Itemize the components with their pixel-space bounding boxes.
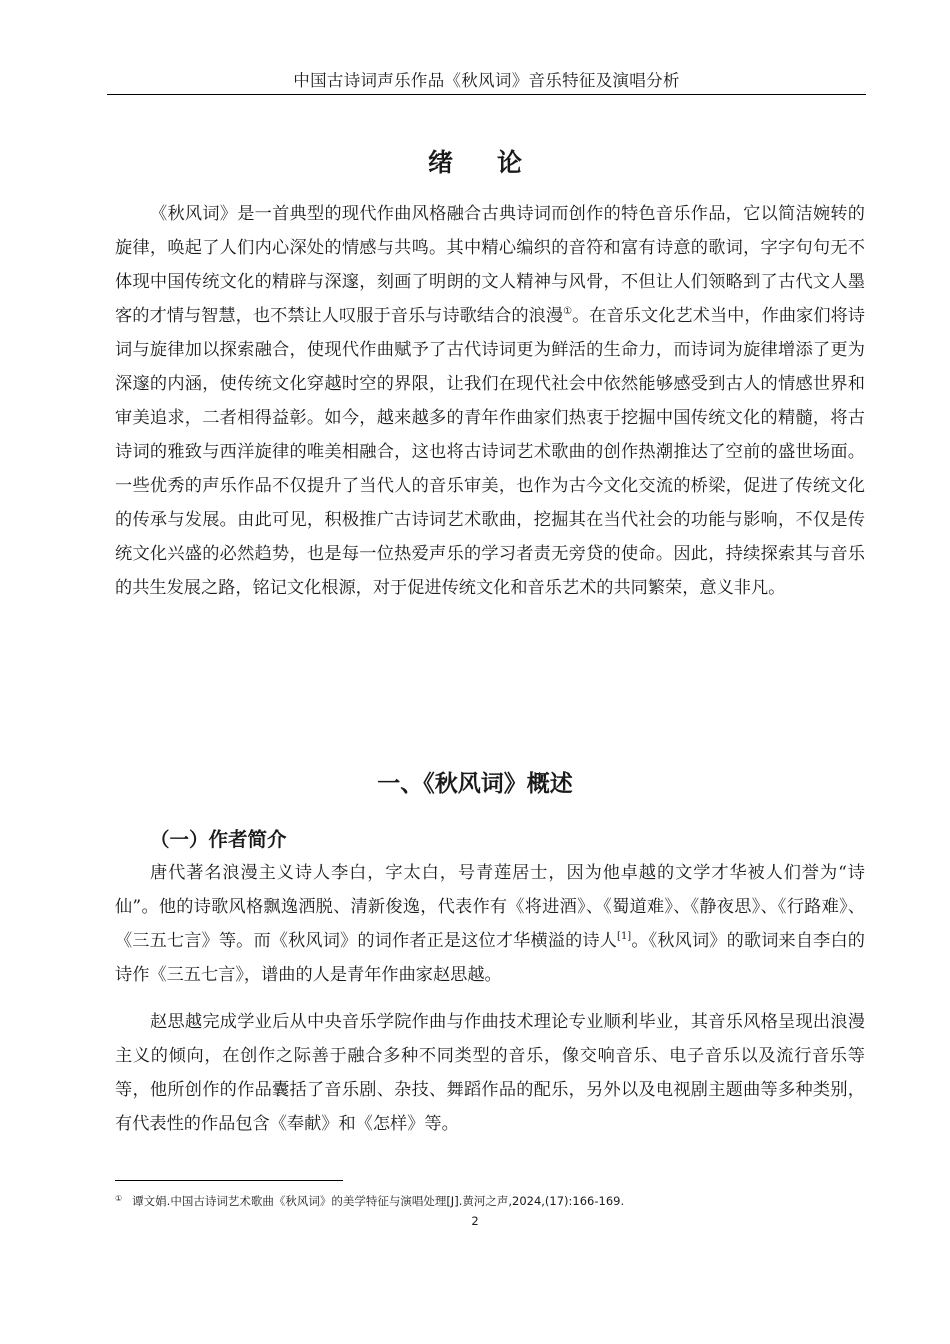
footnote-text: 谭文娟.中国古诗词艺术歌曲《秋风词》的美学特征与演唱处理[J].黄河之声,2024,(17):166-169. [132,1194,625,1208]
author-paragraph [115,856,865,992]
footnote-reference[interactable]: ① [563,306,573,317]
footnote-divider [115,1180,343,1181]
intro-heading: 绪论 [427,148,566,177]
composer-paragraph [115,1005,865,1141]
footnote-mark: ① [115,1194,123,1203]
footnote [115,1190,865,1210]
intro-paragraph [115,197,865,717]
citation-reference[interactable]: [1] [617,931,632,942]
intro-text-part2: 。在音乐文化艺术当中，作曲家们将诗词与旋律加以探索融合，使现代作曲赋予了古代诗词更为鲜活的生命力，而诗词为旋律增添了更为深邃的内涵，使传统文化穿越时空的界限，让我们在现代社会中依然能够感受到古人的情感世界和审美追求，二者相得益彰。如今，越来越多的青年作曲家们热衷于挖掘中国传统文化的精髓，将古诗词的雅致与西洋旋律的唯美相融合，这也将古诗词艺术歌曲的创作热潮推达了空前的盛世场面。一些优秀的声乐作品不仅提升了当代人的音乐审美，也作为古今文化交流的桥梁，促进了传统文化的传承与发展。由此可见，积极推广古诗词艺术歌曲，挖掘其在当代社会的功能与影响，不仅是传统文化兴盛的必然趋势，也是每一位热爱声乐的学习者责无旁贷的使命。因此，持续探索其与音乐的共生发展之路，铭记文化根源，对于促进传统文化和音乐艺术的共同繁荣，意义非凡。 [115,306,865,598]
intro-text-part1: 《秋风词》是一首典型的现代作曲风格融合古典诗词而创作的特色音乐作品，它以简洁婉转的旋律，唤起了人们内心深处的情感与共鸣。其中精心编织的音符和富有诗意的歌词，字字句句无不体现中国传统文化的精辟与深邃，刻画了明朗的文人精神与风骨，不但让人们领略到了古代文人墨客的才情与智慧，也不禁让人叹服于音乐与诗歌结合的浪漫 [115,204,865,326]
author-text-part2: 。《秋风词》的歌词来自李白的诗作《三五七言》，谱曲的人是青年作曲家赵思越。 [115,931,865,985]
page-number: 2 [471,1214,479,1228]
running-title: 中国古诗词声乐作品《秋风词》音乐特征及演唱分析 [293,71,680,90]
author-text-part1: 唐代著名浪漫主义诗人李白，字太白，号青莲居士，因为他卓越的文学才华被人们誉为“诗仙”。他的诗歌风格飘逸洒脱、清新俊逸，代表作有《将进酒》、《蜀道难》、《静夜思》、《行路难》、《三五七言》等。而《秋风词》的词作者正是这位才华横溢的诗人 [115,863,865,951]
running-header [107,70,866,95]
chapter-heading: 一、《秋风词》概述 [377,770,573,797]
section-heading: （一）作者简介 [150,828,287,851]
composer-text: 赵思越完成学业后从中央音乐学院作曲与作曲技术理论专业顺利毕业，其音乐风格呈现出浪漫主义的倾向，在创作之际善于融合多种不同类型的音乐，像交响音乐、电子音乐以及流行音乐等等，他所创作的作品囊括了音乐剧、杂技、舞蹈作品的配乐，另外以及电视剧主题曲等多种类别，有代表性的作品包含《奉献》和《怎样》等。 [115,1012,865,1134]
